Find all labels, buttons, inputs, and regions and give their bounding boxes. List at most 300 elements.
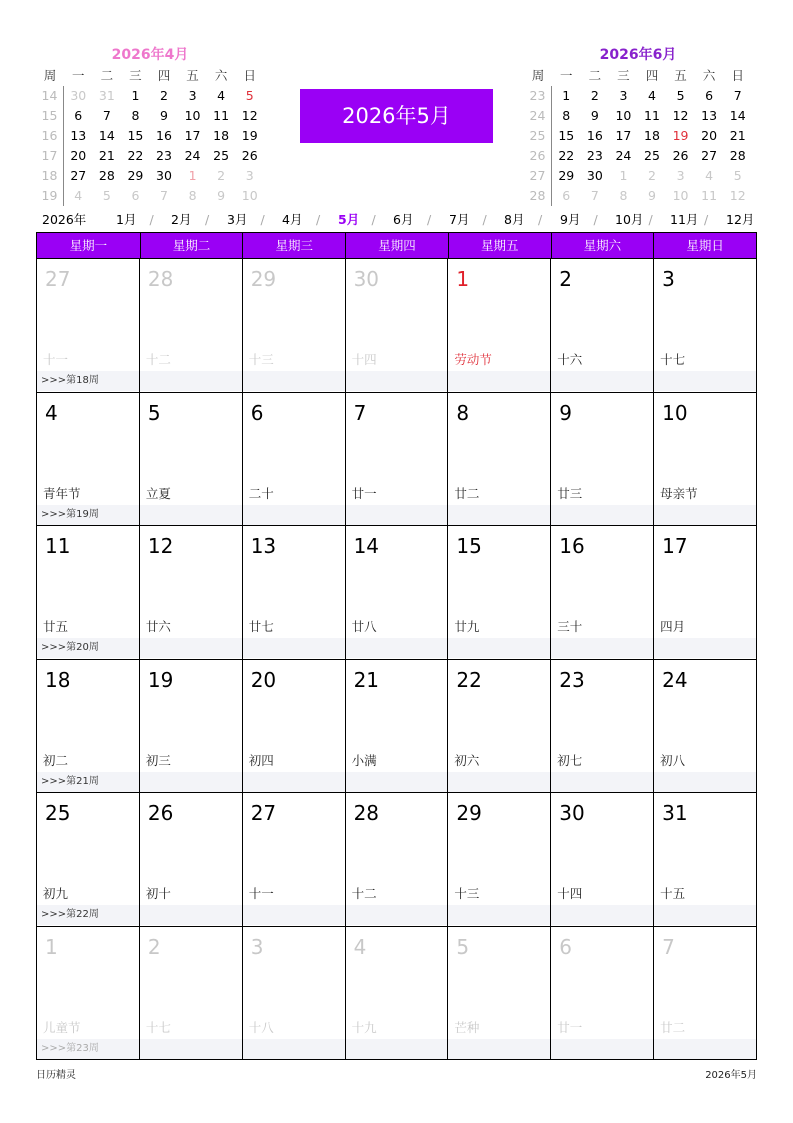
week-row [36, 393, 757, 527]
mini-day[interactable]: 14 [98, 128, 115, 143]
day-number: 28 [147, 267, 174, 291]
day-cell[interactable] [551, 927, 654, 1060]
week-row [36, 927, 757, 1061]
day-cell[interactable] [654, 660, 757, 793]
mini-day[interactable]: 11 [644, 108, 660, 123]
page-title: 2026年5月 [300, 89, 493, 143]
mini-day[interactable]: 5 [245, 88, 254, 103]
day-cell[interactable] [243, 393, 346, 526]
week-strip [551, 905, 653, 925]
day-number: 1 [45, 934, 58, 959]
mini-day[interactable]: 11 [213, 108, 230, 123]
day-cell[interactable] [243, 259, 346, 392]
lunar-date: 十一 [43, 352, 69, 367]
mini-week-number: 26 [524, 146, 552, 166]
week-strip [551, 1039, 653, 1059]
day-number: 11 [45, 534, 71, 558]
nav-month-8[interactable]: 8月 [504, 212, 525, 227]
day-number: 6 [250, 400, 264, 425]
week-strip [346, 772, 448, 792]
lunar-date: 青年节 [43, 485, 81, 501]
day-number: 30 [353, 267, 380, 291]
mini-day[interactable]: 3 [245, 168, 254, 183]
nav-month-1[interactable]: 1月 [116, 212, 137, 227]
nav-separator: / [316, 212, 321, 227]
mini-week-number: 14 [36, 86, 64, 106]
lunar-date: 十五 [660, 886, 686, 901]
day-number: 28 [353, 801, 380, 825]
nav-separator: / [371, 212, 376, 227]
nav-month-6[interactable]: 6月 [393, 212, 414, 227]
mini-day[interactable]: 24 [184, 148, 201, 163]
mini-week-number: 19 [36, 186, 64, 206]
mini-day[interactable]: 29 [558, 168, 575, 183]
week-strip [654, 905, 756, 925]
mini-prev-grid [36, 66, 264, 206]
lunar-date: 四月 [660, 619, 686, 634]
day-number: 13 [250, 534, 277, 558]
nav-month-9[interactable]: 9月 [560, 212, 581, 227]
mini-day[interactable]: 8 [619, 188, 628, 203]
day-cell[interactable] [37, 793, 140, 926]
mini-day[interactable]: 8 [131, 108, 140, 123]
mini-day[interactable]: 30 [156, 168, 172, 183]
mini-day[interactable]: 16 [586, 128, 603, 143]
day-cell[interactable] [448, 660, 551, 793]
mini-day[interactable]: 2 [217, 168, 226, 183]
week-strip [346, 1039, 448, 1059]
mini-weekday-header: 一 [72, 68, 85, 83]
mini-weekday-header: 五 [674, 68, 687, 83]
lunar-date: 十二 [351, 886, 377, 901]
lunar-date: 廿七 [248, 619, 274, 634]
mini-day[interactable]: 21 [98, 148, 115, 163]
day-cell[interactable] [346, 927, 449, 1060]
week-strip [551, 371, 653, 391]
mini-day[interactable]: 2 [160, 88, 168, 103]
mini-day[interactable]: 13 [701, 108, 718, 123]
week-strip [243, 505, 345, 525]
week-number-label: >>>第20周 [41, 642, 99, 653]
week-number-label: >>>第23周 [41, 1042, 99, 1054]
nav-month-3[interactable]: 3月 [227, 212, 248, 227]
day-number: 7 [662, 934, 675, 959]
week-number-label: >>>第21周 [41, 775, 99, 787]
mini-day[interactable]: 19 [672, 128, 689, 143]
mini-day[interactable]: 1 [188, 168, 197, 183]
mini-day[interactable]: 23 [586, 148, 603, 163]
day-number: 23 [559, 667, 585, 692]
day-cell[interactable] [551, 793, 654, 926]
week-strip [346, 371, 448, 391]
mini-day[interactable]: 1 [562, 88, 571, 103]
mini-day[interactable]: 18 [644, 128, 660, 143]
mini-day[interactable]: 1 [131, 88, 140, 103]
month-navigation [36, 211, 757, 229]
week-strip [243, 371, 345, 391]
mini-day[interactable]: 2 [648, 168, 656, 183]
mini-day[interactable]: 26 [672, 148, 689, 163]
lunar-date: 儿童节 [43, 1019, 81, 1035]
mini-day[interactable]: 28 [98, 168, 115, 183]
day-number: 5 [456, 934, 470, 959]
lunar-date: 十八 [248, 1019, 274, 1035]
mini-day[interactable]: 6 [562, 188, 571, 203]
day-cell[interactable] [551, 259, 654, 392]
mini-weekday-header: 六 [214, 68, 228, 83]
mini-day[interactable]: 19 [241, 128, 258, 143]
mini-day[interactable]: 26 [241, 148, 258, 163]
mini-day[interactable]: 17 [615, 128, 632, 143]
day-cell[interactable] [140, 526, 243, 659]
mini-day[interactable]: 9 [648, 188, 656, 203]
footer-brand: 日历精灵 [36, 1070, 76, 1081]
weekday-7: 星期日 [653, 233, 756, 258]
nav-month-11[interactable]: 11月 [670, 212, 699, 227]
mini-day[interactable]: 29 [127, 168, 144, 183]
week-row [36, 259, 757, 393]
mini-day[interactable]: 4 [217, 88, 226, 103]
mini-day[interactable]: 7 [733, 88, 742, 103]
day-cell[interactable] [654, 927, 757, 1060]
mini-day[interactable]: 25 [213, 148, 230, 163]
day-cell[interactable] [448, 927, 551, 1060]
nav-month-2[interactable]: 2月 [171, 212, 192, 227]
mini-weekday-header: 五 [186, 68, 199, 83]
calendar-body [36, 259, 757, 1060]
mini-weekday-header: 日 [243, 68, 256, 83]
lunar-date: 初八 [660, 752, 686, 768]
mini-prev-title[interactable]: 2026年4月 [111, 47, 189, 63]
week-strip [448, 638, 550, 658]
day-cell[interactable] [654, 259, 757, 392]
mini-day[interactable]: 8 [562, 108, 571, 123]
mini-weekday-header: 六 [702, 68, 716, 83]
day-number: 4 [353, 934, 367, 959]
day-number: 27 [45, 267, 71, 291]
mini-day[interactable]: 12 [672, 108, 689, 123]
lunar-date: 芒种 [454, 1019, 480, 1035]
week-strip [551, 505, 653, 525]
week-strip [346, 505, 448, 525]
nav-separator: / [149, 212, 154, 227]
week-strip [654, 1039, 756, 1059]
day-number: 30 [559, 801, 585, 825]
mini-day[interactable]: 10 [241, 188, 258, 203]
nav-month-12[interactable]: 12月 [726, 212, 755, 227]
week-strip [243, 1039, 345, 1059]
week-strip [140, 371, 242, 391]
mini-day[interactable]: 4 [705, 168, 714, 183]
mini-weekday-header: 周 [43, 68, 57, 83]
mini-day[interactable]: 25 [644, 148, 660, 163]
day-cell[interactable] [37, 927, 140, 1060]
day-cell[interactable] [654, 793, 757, 926]
week-strip [448, 772, 550, 792]
weekday-1: 星期一 [69, 238, 108, 253]
lunar-date: 廿二 [660, 1019, 686, 1035]
mini-day[interactable]: 27 [701, 148, 718, 163]
day-number: 25 [45, 801, 71, 825]
day-number: 29 [456, 801, 482, 825]
mini-day[interactable]: 5 [733, 168, 742, 183]
mini-day[interactable]: 7 [590, 188, 599, 203]
mini-day[interactable]: 4 [648, 88, 656, 103]
day-cell[interactable] [346, 793, 449, 926]
lunar-date: 廿三 [557, 485, 583, 501]
mini-day[interactable]: 2 [590, 88, 599, 103]
week-strip [140, 905, 242, 925]
mini-day[interactable]: 24 [615, 148, 632, 163]
mini-day[interactable]: 1 [619, 168, 628, 183]
day-number: 2 [147, 934, 161, 959]
mini-weekday-header: 四 [645, 68, 659, 83]
mini-weekday-header: 二 [588, 68, 602, 83]
lunar-date: 十九 [351, 1019, 377, 1035]
mini-day[interactable]: 5 [676, 88, 685, 103]
nav-separator: / [482, 212, 487, 227]
day-cell[interactable] [346, 259, 449, 392]
week-strip [654, 505, 756, 525]
day-number: 22 [456, 667, 482, 692]
day-cell[interactable] [346, 526, 449, 659]
day-number: 7 [353, 400, 367, 425]
mini-calendar-prev [36, 46, 264, 206]
day-number: 31 [662, 801, 688, 825]
day-number: 29 [250, 267, 277, 291]
day-number: 16 [559, 534, 585, 558]
day-number: 4 [45, 400, 58, 425]
day-cell[interactable] [346, 660, 449, 793]
weekday-6: 星期六 [551, 233, 654, 258]
lunar-date: 廿九 [454, 619, 480, 634]
day-cell[interactable] [140, 793, 243, 926]
lunar-date: 十一 [248, 886, 274, 901]
day-cell[interactable] [448, 259, 551, 392]
lunar-date: 初七 [557, 752, 583, 768]
lunar-date: 初十 [145, 886, 171, 901]
weekday-5: 星期五 [448, 233, 551, 258]
week-strip [243, 772, 345, 792]
weekday-3: 星期三 [242, 233, 345, 258]
day-cell[interactable] [551, 660, 654, 793]
day-cell[interactable] [140, 393, 243, 526]
week-strip [243, 905, 345, 925]
lunar-date: 十七 [660, 352, 686, 367]
mini-day[interactable]: 9 [160, 108, 168, 123]
lunar-date: 二十 [248, 485, 274, 501]
mini-day[interactable]: 17 [184, 128, 201, 143]
nav-month-4[interactable]: 4月 [282, 212, 303, 227]
mini-day[interactable]: 16 [156, 128, 172, 143]
mini-day[interactable]: 6 [131, 188, 140, 203]
week-number-label: >>>第22周 [41, 909, 99, 920]
nav-month-10[interactable]: 10月 [615, 212, 644, 227]
day-number: 10 [662, 400, 688, 425]
day-cell[interactable] [243, 927, 346, 1060]
week-number-label: >>>第18周 [41, 375, 99, 386]
day-cell[interactable] [551, 393, 654, 526]
mini-day[interactable]: 6 [705, 88, 714, 103]
day-cell[interactable] [243, 660, 346, 793]
day-number: 3 [250, 934, 264, 959]
lunar-date: 廿一 [351, 485, 377, 501]
day-cell[interactable] [448, 793, 551, 926]
mini-weekday-header: 一 [560, 68, 573, 83]
mini-week-number: 27 [524, 166, 552, 186]
day-number: 26 [147, 801, 174, 825]
mini-day[interactable]: 14 [729, 108, 746, 123]
mini-week-number: 23 [524, 86, 552, 106]
lunar-date: 十三 [248, 352, 274, 367]
week-strip [654, 371, 756, 391]
weekday-2: 星期二 [140, 233, 243, 258]
lunar-date: 十四 [351, 352, 377, 367]
mini-weekday-header: 三 [129, 68, 142, 83]
nav-month-7[interactable]: 7月 [449, 212, 470, 227]
lunar-date: 廿五 [43, 619, 69, 634]
mini-day[interactable]: 12 [729, 188, 746, 203]
lunar-date: 小满 [351, 752, 377, 768]
mini-day[interactable]: 9 [590, 108, 599, 123]
day-number: 1 [456, 267, 470, 291]
nav-separator: / [648, 212, 653, 227]
mini-day[interactable]: 3 [676, 168, 685, 183]
mini-week-number: 15 [36, 106, 64, 126]
mini-day[interactable]: 22 [558, 148, 575, 163]
day-number: 6 [559, 934, 573, 959]
mini-day[interactable]: 13 [70, 128, 87, 143]
mini-day[interactable]: 30 [70, 88, 87, 103]
lunar-date: 十四 [557, 886, 583, 901]
week-strip [551, 638, 653, 658]
week-strip [448, 1039, 550, 1059]
day-cell[interactable] [140, 259, 243, 392]
week-strip [654, 772, 756, 792]
mini-day[interactable]: 6 [74, 108, 83, 123]
lunar-date: 十六 [557, 352, 583, 367]
mini-day[interactable]: 7 [160, 188, 168, 203]
mini-weekday-header: 日 [731, 68, 744, 83]
nav-separator: / [538, 212, 543, 227]
day-cell[interactable] [654, 393, 757, 526]
day-cell[interactable] [140, 927, 243, 1060]
week-strip [448, 905, 550, 925]
mini-weekday-header: 周 [531, 68, 545, 83]
lunar-date: 十七 [145, 1019, 171, 1035]
day-number: 15 [456, 534, 482, 558]
mini-week-number: 16 [36, 126, 64, 146]
mini-day[interactable]: 8 [188, 188, 197, 203]
mini-day[interactable]: 28 [729, 148, 746, 163]
mini-calendar-next [524, 46, 752, 206]
day-number: 8 [456, 400, 470, 425]
mini-day[interactable]: 27 [70, 168, 87, 183]
week-strip [140, 638, 242, 658]
mini-day[interactable]: 10 [184, 108, 201, 123]
mini-day[interactable]: 15 [127, 128, 144, 143]
day-number: 12 [147, 534, 174, 558]
day-number: 9 [559, 400, 573, 425]
week-strip [140, 505, 242, 525]
lunar-date: 立夏 [145, 485, 171, 501]
mini-day[interactable]: 31 [98, 88, 115, 103]
day-cell[interactable] [448, 393, 551, 526]
mini-day[interactable]: 7 [102, 108, 111, 123]
mini-day[interactable]: 10 [672, 188, 689, 203]
mini-day[interactable]: 9 [217, 188, 226, 203]
day-number: 5 [147, 400, 161, 425]
week-strip [243, 638, 345, 658]
mini-day[interactable]: 11 [701, 188, 718, 203]
mini-day[interactable]: 22 [127, 148, 144, 163]
lunar-date: 十三 [454, 886, 480, 901]
day-cell[interactable] [654, 526, 757, 659]
day-number: 3 [662, 267, 675, 291]
mini-next-title[interactable]: 2026年6月 [599, 47, 677, 63]
lunar-date: 三十 [557, 619, 583, 634]
day-cell[interactable] [37, 259, 140, 392]
mini-day[interactable]: 30 [586, 168, 603, 183]
weekday-header [36, 232, 757, 259]
week-strip [448, 505, 550, 525]
week-row [36, 660, 757, 794]
mini-day[interactable]: 12 [241, 108, 258, 123]
lunar-date: 廿一 [557, 1019, 583, 1035]
weekday-4: 星期四 [345, 233, 448, 258]
mini-weekday-header: 二 [100, 68, 114, 83]
lunar-date: 十二 [145, 352, 171, 367]
lunar-date: 初四 [248, 752, 274, 768]
mini-day[interactable]: 21 [729, 128, 746, 143]
mini-day[interactable]: 3 [619, 88, 628, 103]
mini-day[interactable]: 3 [188, 88, 197, 103]
week-strip [346, 638, 448, 658]
day-cell[interactable] [346, 393, 449, 526]
lunar-date: 廿二 [454, 485, 480, 501]
day-cell[interactable] [551, 526, 654, 659]
day-cell[interactable] [140, 660, 243, 793]
nav-separator: / [704, 212, 709, 227]
mini-day[interactable]: 20 [701, 128, 718, 143]
mini-day[interactable]: 23 [156, 148, 172, 163]
mini-day[interactable]: 20 [70, 148, 87, 163]
mini-day[interactable]: 4 [74, 188, 83, 203]
day-number: 18 [45, 667, 71, 692]
lunar-date: 廿八 [351, 619, 377, 634]
day-cell[interactable] [37, 660, 140, 793]
lunar-date: 初三 [145, 752, 171, 768]
nav-year[interactable]: 2026年 [42, 212, 87, 227]
day-cell[interactable] [448, 526, 551, 659]
week-strip [140, 1039, 242, 1059]
day-cell[interactable] [37, 526, 140, 659]
day-cell[interactable] [243, 526, 346, 659]
day-cell[interactable] [243, 793, 346, 926]
mini-day[interactable]: 5 [102, 188, 111, 203]
week-strip [448, 371, 550, 391]
lunar-date: 廿六 [145, 619, 171, 634]
mini-day[interactable]: 18 [213, 128, 230, 143]
nav-separator: / [260, 212, 265, 227]
nav-month-5[interactable]: 5月 [338, 212, 360, 227]
day-number: 24 [662, 667, 688, 692]
mini-next-grid [524, 66, 752, 206]
mini-day[interactable]: 10 [615, 108, 632, 123]
day-cell[interactable] [37, 393, 140, 526]
week-strip [346, 905, 448, 925]
mini-day[interactable]: 15 [558, 128, 575, 143]
